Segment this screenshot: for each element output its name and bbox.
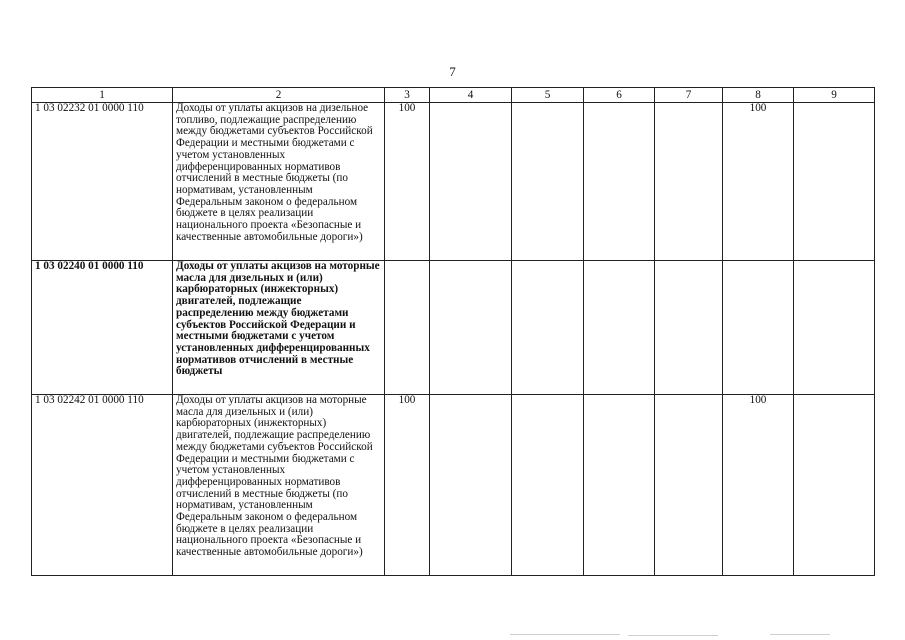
page-number: 7 — [449, 64, 456, 79]
row-col-5 — [512, 261, 584, 395]
row-code: 1 03 02232 01 0000 110 — [32, 103, 173, 261]
table-header-row — [32, 88, 875, 103]
row-col-5 — [512, 395, 584, 576]
row-description: Доходы от уплаты акцизов на дизельное топливо, подлежащие распределению между бюджетами субъектов Российской Федерации и местными бюджетами с учетом установленных дифференцированных нормативов отчислений в местные бюджеты (по нормативам, установленным Федеральным законом о федеральном бюджете в целях реализации национального проекта «Безопасные и качественные автомобильные дороги») — [173, 103, 385, 261]
scan-artifact — [770, 634, 830, 635]
row-code: 1 03 02242 01 0000 110 — [32, 395, 173, 576]
header-col-1: 1 — [32, 88, 173, 103]
header-col-9: 9 — [794, 88, 875, 103]
scan-artifact — [510, 634, 620, 635]
header-col-7: 7 — [655, 88, 723, 103]
revenue-table — [31, 87, 875, 576]
row-description: Доходы от уплаты акцизов на моторные масла для дизельных и (или) карбюраторных (инжекторных) двигателей, подлежащие распределению между бюджетами субъектов Российской Федерации и местными бюджетами с учетом установленных дифференцированных нормативов отчислений в местные бюджеты (по нормативам, установленным Федеральным законом о федеральном бюджете в целях реализации национального проекта «Безопасные и качественные автомобильные дороги») — [173, 395, 385, 576]
row-col-4 — [430, 103, 512, 261]
header-col-3: 3 — [385, 88, 430, 103]
row-col-7 — [655, 103, 723, 261]
row-col-3: 100 — [385, 395, 430, 576]
row-col-4 — [430, 261, 512, 395]
header-col-6: 6 — [584, 88, 655, 103]
table-row — [32, 395, 875, 576]
table-row — [32, 261, 875, 395]
scan-artifact — [628, 635, 718, 636]
row-description: Доходы от уплаты акцизов на моторные масла для дизельных и (или) карбюраторных (инжекторных) двигателей, подлежащие распределению между бюджетами субъектов Российской Федерации и местными бюджетами с учетом установленных дифференцированных нормативов отчислений в местные бюджеты — [173, 261, 385, 395]
header-col-2: 2 — [173, 88, 385, 103]
row-code: 1 03 02240 01 0000 110 — [32, 261, 173, 395]
row-col-8 — [723, 261, 794, 395]
row-col-6 — [584, 395, 655, 576]
row-col-3: 100 — [385, 103, 430, 261]
header-col-5: 5 — [512, 88, 584, 103]
row-col-9 — [794, 261, 875, 395]
row-col-4 — [430, 395, 512, 576]
row-col-7 — [655, 395, 723, 576]
row-col-9 — [794, 103, 875, 261]
row-col-6 — [584, 261, 655, 395]
row-col-6 — [584, 103, 655, 261]
header-col-4: 4 — [430, 88, 512, 103]
row-col-8: 100 — [723, 395, 794, 576]
row-col-8: 100 — [723, 103, 794, 261]
row-col-9 — [794, 395, 875, 576]
row-col-3 — [385, 261, 430, 395]
row-col-5 — [512, 103, 584, 261]
header-col-8: 8 — [723, 88, 794, 103]
table-row — [32, 103, 875, 261]
row-col-7 — [655, 261, 723, 395]
